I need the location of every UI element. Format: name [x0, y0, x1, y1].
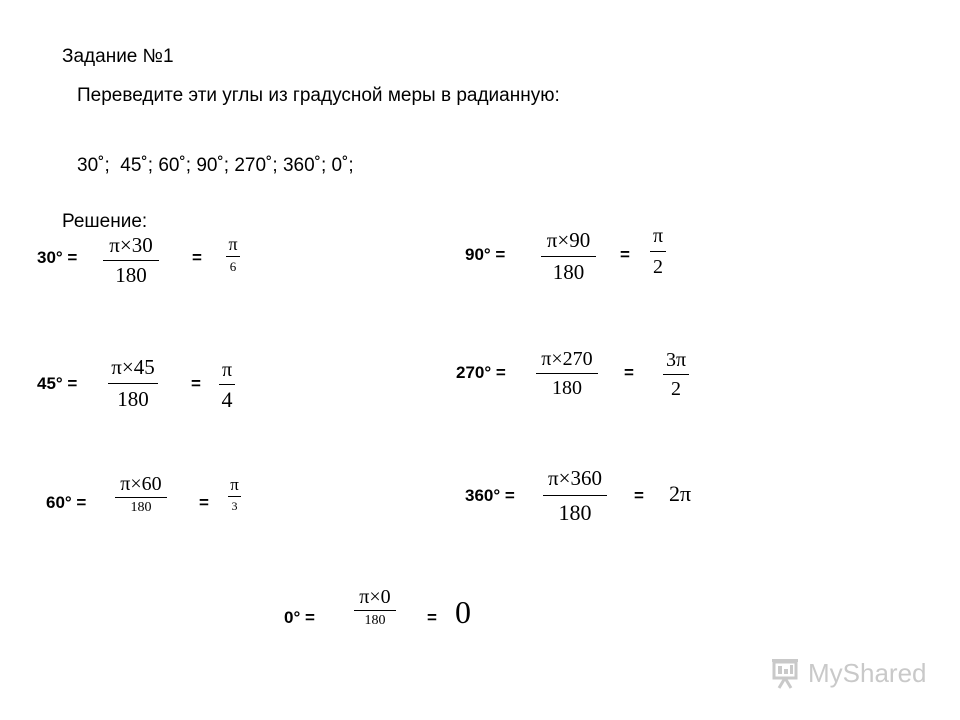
eq-90-equals: = — [620, 245, 630, 264]
eq-45-result-den: 4 — [221, 387, 233, 412]
eq-270-result-num: 3π — [665, 349, 687, 371]
eq-270-numerator: π×270 — [541, 348, 593, 370]
eq-45-fraction — [108, 357, 158, 410]
eq-30-result-num: π — [228, 234, 238, 254]
eq-90-result — [650, 226, 666, 277]
eq-0-result: 0 — [455, 594, 471, 630]
eq-360-denominator: 180 — [558, 500, 592, 525]
eq-360-fraction — [543, 468, 607, 524]
eq-60-result — [228, 476, 241, 512]
eq-30-numerator: π×30 — [109, 233, 153, 257]
eq-60-equals: = — [199, 493, 209, 512]
eq-30-result — [226, 235, 240, 273]
eq-0-numerator: π×0 — [359, 586, 391, 608]
eq-45-denominator: 180 — [117, 387, 149, 411]
eq-360-label: 360° = — [465, 486, 515, 505]
eq-270-result-den: 2 — [671, 378, 681, 400]
angles-list: 30˚; 45˚; 60˚; 90˚; 270˚; 360˚; 0˚; — [77, 155, 354, 176]
eq-90-fraction — [541, 230, 596, 283]
eq-60-result-den: 3 — [231, 499, 238, 513]
eq-90-result-den: 2 — [653, 256, 663, 278]
eq-45-equals: = — [191, 374, 201, 393]
eq-45-result-num: π — [221, 359, 233, 381]
eq-360-result: 2π — [669, 481, 692, 506]
eq-360-equals: = — [634, 486, 644, 505]
task-instruction: Переведите эти углы из градусной меры в радианную: — [77, 85, 560, 106]
eq-360-numerator: π×360 — [548, 466, 602, 490]
eq-30-result-den: 6 — [229, 259, 237, 274]
eq-60-fraction — [115, 474, 167, 515]
eq-30-equals: = — [192, 248, 202, 267]
eq-45-label: 45° = — [37, 374, 78, 393]
eq-90-label: 90° = — [465, 245, 506, 264]
eq-0-label: 0° = — [284, 608, 315, 627]
eq-270-label: 270° = — [456, 363, 506, 382]
eq-90-numerator: π×90 — [546, 228, 591, 252]
task-title: Задание №1 — [62, 46, 174, 67]
eq-270-result — [663, 350, 689, 399]
eq-45-numerator: π×45 — [111, 355, 155, 379]
eq-270-denominator: 180 — [552, 377, 582, 399]
eq-90-denominator: 180 — [552, 260, 585, 284]
solution-label: Решение: — [62, 211, 148, 232]
eq-270-fraction — [536, 349, 598, 398]
eq-60-label: 60° = — [46, 493, 87, 512]
eq-90-result-num: π — [652, 225, 664, 247]
eq-0-denominator: 180 — [364, 613, 386, 628]
watermark-text: MyShared — [808, 658, 927, 688]
presentation-screen-icon — [768, 656, 802, 690]
watermark-logo — [768, 655, 928, 691]
eq-0-fraction — [354, 587, 396, 628]
eq-30-fraction — [103, 235, 159, 286]
eq-270-equals: = — [624, 363, 634, 382]
eq-60-result-num: π — [230, 475, 239, 494]
eq-30-denominator: 180 — [115, 263, 147, 287]
eq-60-denominator: 180 — [130, 500, 152, 515]
eq-30-label: 30° = — [37, 248, 78, 267]
eq-0-equals: = — [427, 608, 437, 627]
eq-60-numerator: π×60 — [120, 473, 162, 495]
eq-45-result — [219, 360, 235, 411]
